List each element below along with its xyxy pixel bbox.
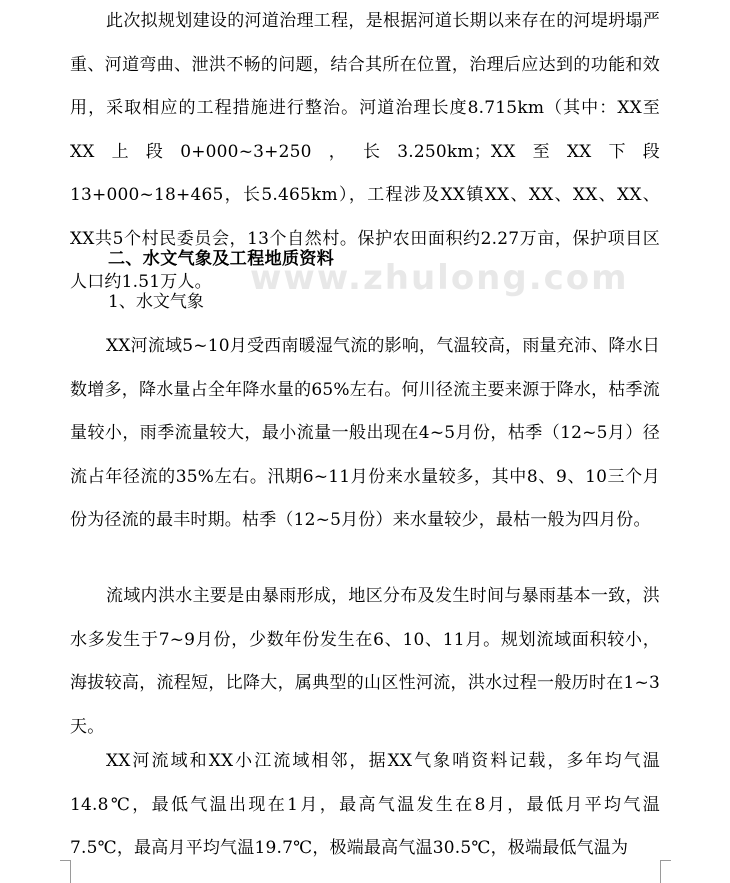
section-heading: 二、水文气象及工程地质资料	[108, 249, 335, 269]
page-corner-marker-left	[60, 860, 71, 883]
page-corner-marker-right	[660, 860, 671, 883]
body-paragraph-temperature: XX河流域和XX小江流域相邻，据XX气象哨资料记载，多年均气温14.8℃，最低气温出现在1月，最高气温发生在8月，最低月平均气温7.5℃，最高月平均气温19.7℃，极端最高气温30.5℃，极端最低气温为	[70, 751, 660, 858]
subsection-heading: 1、水文气象	[108, 292, 204, 312]
body-paragraph-project-scope: 此次拟规划建设的河道治理工程，是根据河道长期以来存在的河堤坍塌严重、河道弯曲、泄洪不畅的问题，结合其所在位置，治理后应达到的功能和效用，采取相应的工程措施进行整治。河道治理长度8.715km（其中：XX至XX上段0+000~3+250，长3.250km；XX至XX下段13+000~18+465，长5.465km），工程涉及XX镇XX、XX、XX、XX、XX共5个村民委员会，13个自然村。保护农田面积约2.27万亩，保护项目区人口约1.51万人。	[70, 11, 660, 292]
watermark-text: www.zhulong.com	[250, 258, 629, 298]
body-paragraph-runoff: XX河流域5~10月受西南暖湿气流的影响，气温较高，雨量充沛、降水日数增多，降水量占全年降水量的65%左右。何川径流主要来源于降水，枯季流量较小，雨季流量较大，最小流量一般出现在4~5月份，枯季（12~5月）径流占年径流的35%左右。汛期6~11月份来水量较多，其中8、9、10三个月份为径流的最丰时期。枯季（12~5月份）来水量较少，最枯一般为四月份。	[70, 336, 660, 530]
body-paragraph-flood: 流域内洪水主要是由暴雨形成，地区分布及发生时间与暴雨基本一致，洪水多发生于7~9月份，少数年份发生在6、10、11月。规划流域面积较小，海拔较高，流程短，比降大，属典型的山区性河流，洪水过程一般历时在1~3天。	[70, 586, 660, 737]
